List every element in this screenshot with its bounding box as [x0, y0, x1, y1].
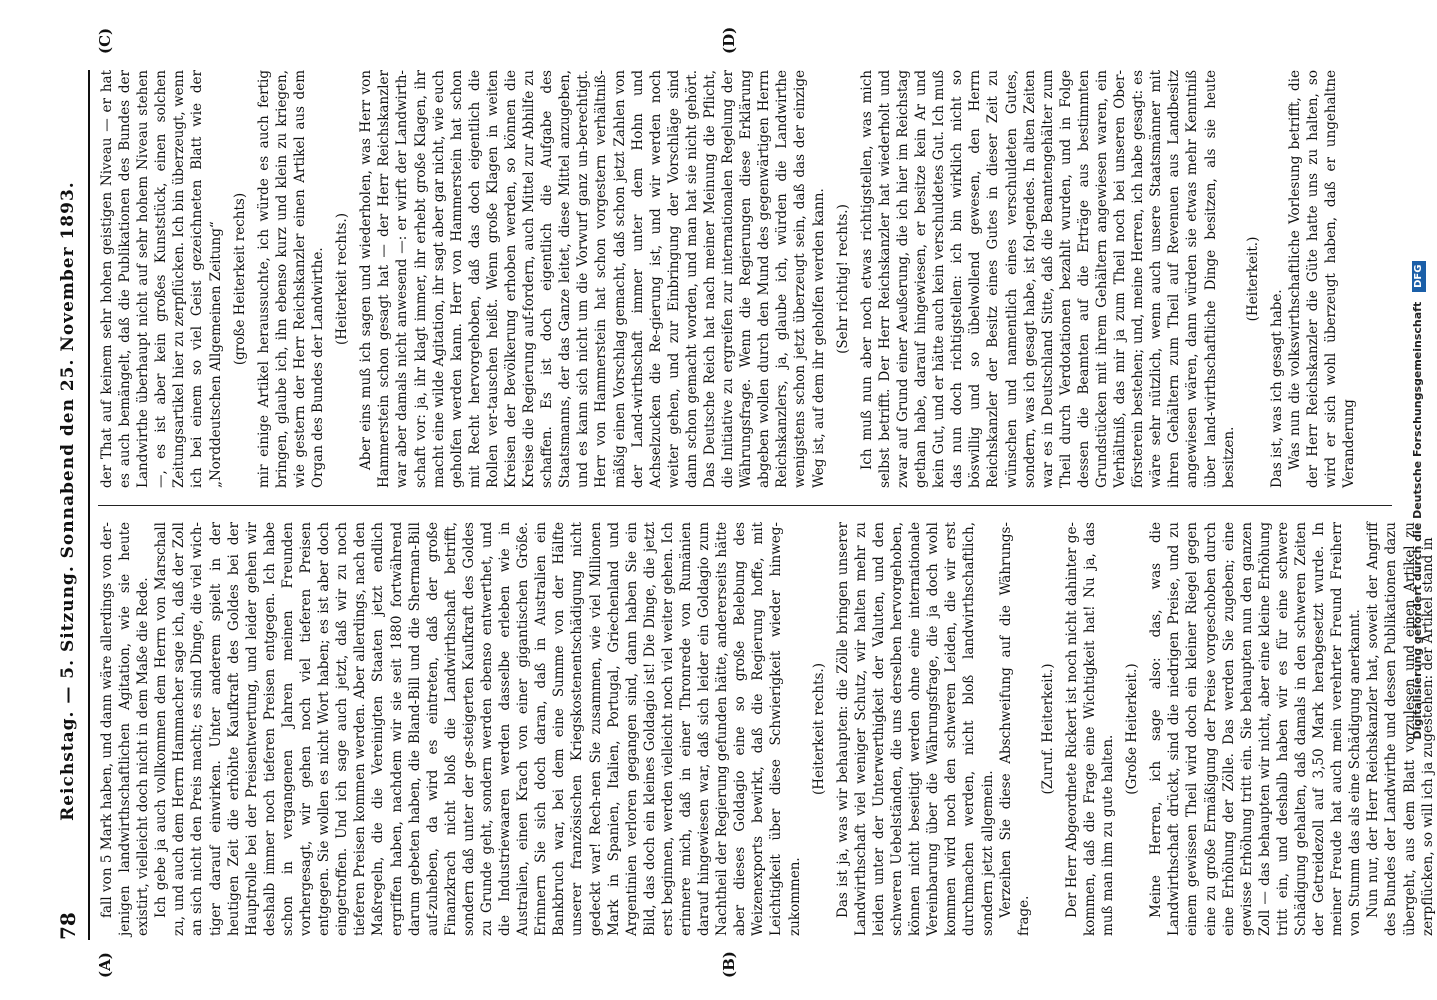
margin-marker-c: (C) — [96, 27, 114, 54]
margin-marker-b: (B) — [720, 951, 738, 978]
paragraph: Ich muß nun aber noch etwas richtigstellen, was mich selbst betrifft. Der Herr Reichskanzler hat wiederholt und zwar auf Grund einer Aeußerung, die ich hier im Reichstag gethan habe, darauf hingewiesen, er besitze kein Ar und kein Gut, und er hätte auch kein verschuldetes Gut. Ich muß das nun doch richtigstellen: ich bin wirklich nicht so böswillig und so übelwollend gewesen, den Herrn Reichskanzler der Besitz eines Gutes in dieser Zeit zu wünschen und namentlich eines verschuldeten Gutes, sondern, was ich gesagt habe, ist fol-gendes. In alten Zeiten war es in Deutschland Sitte, daß die Beamtengehälter zum Theil durch Verdotationen bezahlt wurden, und in Folge dessen die Beamten auf die Erträge aus bestimmten Grundstücken mit ihrem Gehältern angewiesen waren, ein Verhältniß, das mir ja zum Theil noch bei unseren Ober-försterein bestehen; und, meine Herren, ich habe gesagt: es wäre sehr nützlich, wenn auch unsere Staatsmänner mit ihren Gehältern zum Theil auf Revenuen aus Landbesitz angewiesen wären, dann würden sie etwas mehr Kenntniß über land-wirthschaftliche Dinge besitzen, als sie heute besitzen. — [858, 70, 1237, 488]
right-column — [98, 70, 1392, 488]
left-column — [98, 522, 1436, 936]
paragraph: der That auf keinem sehr hohen geistigen Niveau — er hat es auch bemängelt, daß die Publikationen des Bundes der Landwirthe überhaupt nicht auf sehr hohem Niveau stehen —, es ist aber kein großes Kunststück, einen solchen Zeitungsartikel hier zu zerpflücken. Ich bin überzeugt, wenn ich bei einem so viel Geist gezeichneten Blatt wie der „Norddeutschen Allgemeinen Zeitung“ — [99, 70, 224, 488]
column-divider — [98, 505, 1392, 506]
stage-direction: (große Heiterkeit rechts) — [231, 192, 248, 366]
stage-direction: (Heiterkeit.) — [1244, 236, 1261, 322]
paragraph: Der Herr Abgeordnete Rickert ist noch nicht dahinter ge-kommen, daß die Frage eine Wichtigkeit hat! Nu ja, das muß man ihm zu gute halten. — [1063, 522, 1117, 936]
page-header — [48, 70, 90, 940]
paragraph: Aber eins muß ich sagen und wiederholen, was Herr von Hammerstein schon gesagt hat — der Herr Reichskanzler war aber damals nicht anwesend —: er wirft der Landwirth-schaft vor: ja, ihr klagt immer, ihr erhebt große Klagen, ihr macht eine wilde Agitation, ihr sagt aber gar nicht, wie euch geholfen werden kann. Herr von Hammerstein hat schon mit Recht hervorgehoben, daß das doch eigentlich die Rollen ver-tauschen heißt. Wenn große Klagen in weiten Kreisen der Bevölkerung erhoben werden, so können die Kreise die Regierung auf-fordern, auch Mittel zur Abhilfe zu schaffen. Es ist doch eigentlich die Aufgabe des Staatsmanns, der das Ganze leitet, diese Mittel anzugeben, und es kann sich nicht um die Vorwurf ganz un-berechtigt. Herr von Hammerstein hat schon vorgestern verhältniß-mäßig einen Vorschlag gemacht, daß schon jetzt Zahlen von der Land-wirthschaft immer unter dem Hohn und Achselzucken die Re-gierung ist, und wir werden noch weiter gehen, und zur Einbringung der Vorschläge sind dann schon gemacht worden, und man hat sie nicht gehört. Das Deutsche Reich hat nach meiner Meinung die Pflicht, die Initiative zu ergreifen zur internationalen Regelung der Währungsfrage. Wenn die Regierungen diese Erklärung abgeben wollen durch den Mund des gegenwärtigen Herrn Reichskanzlers, ja, glaube ich, würden die Landwirthe wenigstens schon jetzt überzeugt sein, daß das der einzige Weg ist, auf dem ihr geholfen werden kann. — [358, 70, 827, 488]
stage-direction: (Sehr richtig! rechts.) — [834, 204, 851, 354]
dfg-logo: DFG — [1412, 261, 1426, 292]
stage-direction: (Zuruf. Heiterkeit.) — [1039, 663, 1056, 795]
paragraph: Das ist ja, was wir behaupten: die Zölle bringen unserer Landwirthschaft viel weniger Schutz, wir halten mehr zu leiden unter der Unterwerthigkeit der Valuten, und den schweren Uebelständen, die uns derselben hervorgehoben, können nicht beseitigt werden ohne eine internationale Vereinbarung über die Währungsfrage, die ja doch wohl kommen wird noch den schweren Leiden, die wir erst durchmachen werden, nicht bloß landwirthschaftlich, sondern jetzt allgemein. — [834, 522, 996, 936]
stage-direction: (Heiterkeit rechts.) — [334, 212, 351, 346]
stage-direction: (Große Heiterkeit.) — [1124, 663, 1141, 795]
paragraph: Was nun die volkswirthschaftliche Vorlesung betrifft, die der Herr Reichskanzler die Güte hatte uns zu halten, so wird er sich wohl überzeugt haben, daß er ungehaltne Veranderung — [1286, 70, 1358, 488]
paragraph: Ich gebe ja auch vollkommen dem Herrn von Marschall zu, und auch dem Herrn Hammacher sage ich, daß der Zoll an sich nicht den Preis macht; es sind Dinge, die viel wich-tiger darauf einwirken. Unter anderem spielt in der heutigen Zeit die erhöhte Kaufkraft des Goldes bei der Hauptrolle bei der Preisentwertung, und leider gehen wir deshalb immer noch tieferen Preisen entgegen. Ich habe schon in vergangenen Jahren meinen Freunden vorhergesagt, wir gehen noch viel tieferen Preisen entgegen. Sie wollen es nicht Wort haben; es ist aber doch eingetroffen. Und ich sage auch jetzt, daß wir zu noch tieferen Preisen kommen werden. Aber allerdings, nach den Maßregeln, die die Vereinigten Staaten jetzt endlich ergriffen haben, nachdem wir sie seit 1880 fortwährend darum gebeten haben, die Bland-Bill und die Sherman-Bill auf-zuheben, da wird es eintreten, daß der große Finanzkrach nicht bloß die Landwirthschaft betrifft, sondern daß unter der ge-steigerten Kaufkraft des Goldes zu Grunde geht, sondern werden ebenso entwerthet, und die Industriewaaren werden dasselbe erleben wie in Australien, einen Krach von einer gigantischen Größe. Erinnern Sie sich doch daran, daß in Australien ein Bankbruch war, bei dem eine Summe von der Hälfte unserer französischen Kriegskostenentschädigung nicht gedeckt war! Rech-nen Sie zusammen, wie viel Millionen Mark in Spanien, Italien, Portugal, Griechenland und Argentinien verloren gegangen sind, dann haben Sie ein Bild, das doch ein kleines Goldagio ist! Die Dinge, die jetzt erst beginnen, werden vielleicht noch viel weiter gehen. Ich erinnere mich, daß in einer Thronrede von Rumänien darauf hingewiesen war, daß sich leider ein Goldagio zum Nachtheil der Regierung gefunden hätte, andererseits hätte aber dieses Goldagio eine so große Belebung des Weizenexports bewirkt, daß die Regierung hoffe, mit Leichtigkeit über diese Schwierigkeit wieder hinweg-zukommen. — [153, 522, 803, 936]
dfg-credit-strip — [1408, 0, 1428, 1000]
paragraph: mir einige Artikel heraussuchte, ich würde es auch fertig bringen, glaube ich, ihn ebenso kurz und klein zu kriegen, wie gestern der Herr Reichskanzler einen Artikel aus dem Organ des Bundes der Landwirthe. — [255, 70, 327, 488]
dfg-credit-text: Digitalisierung gefördert durch die Deutsche Forschungsgemeinschaft — [1411, 301, 1424, 740]
paragraph: fall von 5 Mark haben, und dann wäre allerdings von der-jenigen landwirthschaftlichen Agitation, wie sie heute existirt, vielleicht doch nicht in dem Maße die Rede. — [99, 522, 152, 936]
paragraph: Meine Herren, ich sage also: das, was die Landwirthschaft drückt, sind die niedrigen Preise, und zu einem gewissen Theil wird doch ein kleiner Riegel gegen eine zu große Ermäßigung der Preise vorgeschoben durch eine Erhöhung der Zölle. Das werden Sie zugeben; eine gewisse Erhöhung tritt ein. Sie behaupten nun den ganzen Zoll — das behaupten wir nicht, aber eine kleine Erhöhung tritt ein, und deshalb haben wir es für eine schwere Schädigung gehalten, daß damals in den schweren Zeiten der Getreidezoll auf 3,50 Mark herabgesetzt wurde. In meiner Freude hat auch mein verehrter Freund Freiherr von Stumm das als eine Schädigung anerkannt. — [1148, 522, 1364, 936]
margin-marker-a: (A) — [96, 952, 114, 978]
page-number: 78 — [56, 912, 80, 940]
paragraph: Nun nur, der Herr Reichskanzler hat, soweit der Angriff des Bundes der Landwirthe und dessen Publikationen dazu übergeht, aus dem Blatt vorzulesen und einen Artikel zu zerpflücken, so will ich ja zugestehen: der Artikel stand in — [1365, 522, 1436, 936]
margin-marker-d: (D) — [720, 26, 738, 54]
paragraph: Das ist, was ich gesagt habe. — [1268, 289, 1285, 488]
running-title: Reichstag. — 5. Sitzung. Sonnabend den 25. November 1893. — [58, 181, 78, 821]
stage-direction: (Heiterkeit rechts.) — [810, 662, 827, 796]
dfg-credit — [1408, 0, 1428, 1000]
paragraph: Verzeihen Sie diese Abschweifung auf die Währungs-frage. — [997, 522, 1032, 936]
